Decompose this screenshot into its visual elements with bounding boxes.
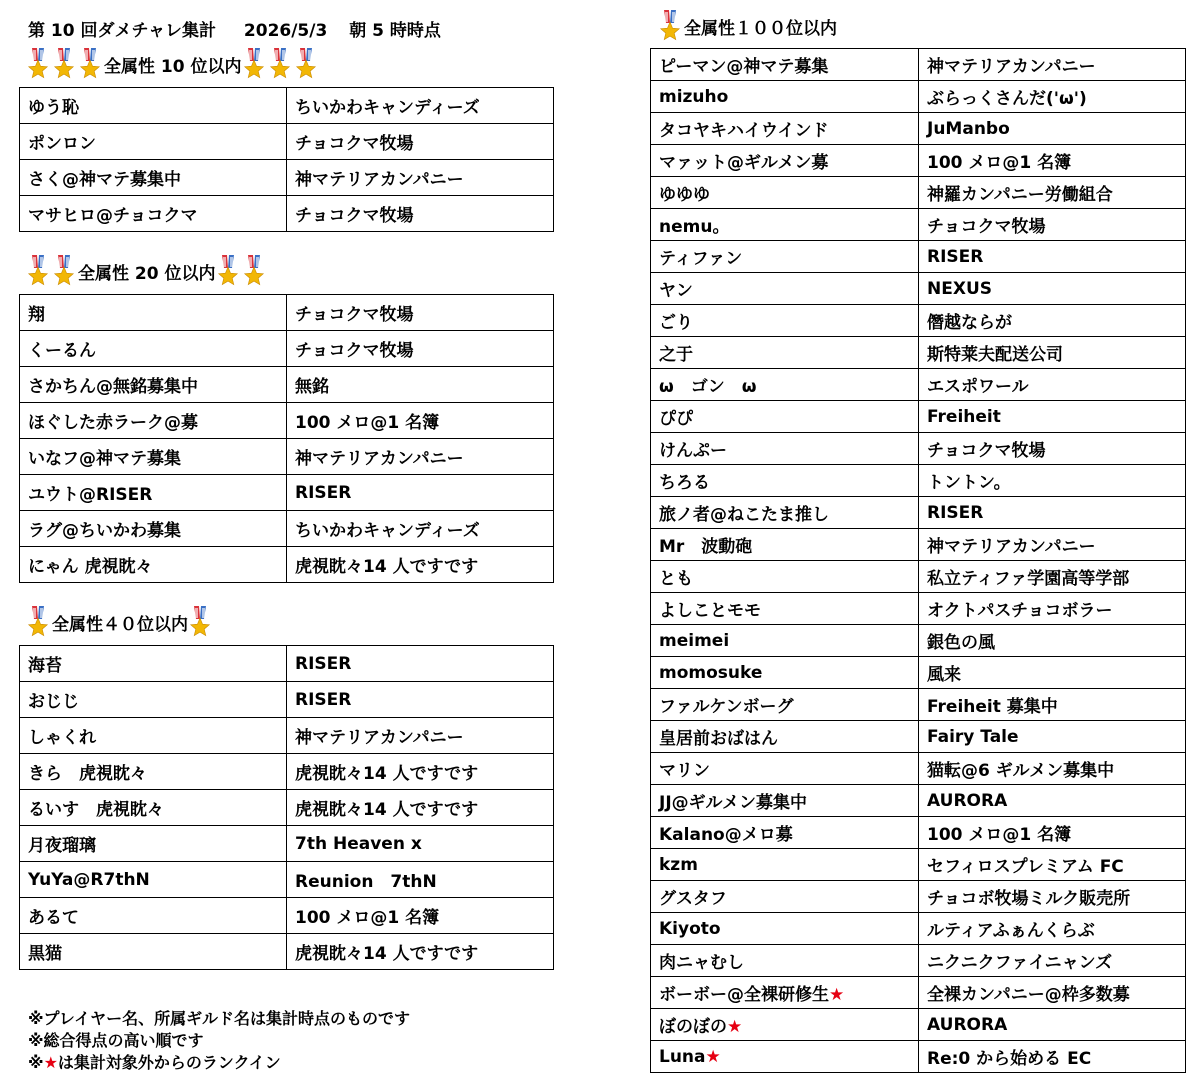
player-name-cell (651, 49, 919, 81)
guild-name-cell: RISER (919, 241, 1186, 273)
table-row (651, 849, 1186, 881)
table-row (651, 593, 1186, 625)
footnote-3-suffix: は集計対象外からのランクイン (57, 1053, 281, 1072)
footnotes (28, 1008, 410, 1074)
ranking-table-top100 (650, 48, 1186, 1073)
footnote-3 (28, 1052, 410, 1074)
table-row (20, 646, 554, 682)
player-name-cell (651, 337, 919, 369)
player-name: けんぷー (659, 441, 727, 461)
table-row (20, 511, 554, 547)
player-name: Kiyoto (659, 918, 721, 939)
star-icon: ★ (727, 1017, 743, 1037)
table-row (651, 657, 1186, 689)
player-name-cell: にゃん 虎視眈々 (20, 547, 287, 583)
player-name: 之于 (659, 345, 693, 365)
player-name-cell: しゃくれ (20, 718, 287, 754)
guild-name-cell: トントン。 (919, 465, 1186, 497)
title-time: 朝 5 時時点 (349, 21, 441, 41)
player-name: ゆゆゆ (659, 185, 710, 205)
player-name-cell (651, 561, 919, 593)
player-name: ヤン (659, 281, 693, 301)
section-header-top40 (26, 606, 214, 638)
guild-name-cell: オクトパスチョコボラー (919, 593, 1186, 625)
player-name: マリン (659, 761, 710, 781)
player-name-cell: さく@神マテ募集中 (20, 160, 287, 196)
medal-icon (26, 255, 50, 287)
player-name-cell: あるて (20, 898, 287, 934)
medal-icon (78, 48, 102, 80)
player-name: ティファン (659, 249, 743, 269)
table-row (20, 124, 554, 160)
guild-name-cell: 風来 (919, 657, 1186, 689)
table-row (651, 913, 1186, 945)
table-row (20, 475, 554, 511)
guild-name-cell: ニクニクファイニャンズ (919, 945, 1186, 977)
title-date: 2026/5/3 (243, 21, 328, 41)
guild-name-cell: 銀色の風 (919, 625, 1186, 657)
table-row (651, 209, 1186, 241)
section-title-top100: 全属性１００位以内 (684, 18, 837, 39)
player-name-cell (651, 785, 919, 817)
guild-name-cell: 100 メロ@1 名簿 (919, 145, 1186, 177)
table-row (651, 497, 1186, 529)
player-name-cell (651, 145, 919, 177)
footnote-3-prefix: ※ (28, 1053, 44, 1072)
player-name-cell: ラグ@ちいかわ募集 (20, 511, 287, 547)
medal-icon (216, 255, 240, 287)
medal-icon (26, 606, 50, 638)
table-row (20, 754, 554, 790)
section-header-top20 (26, 255, 268, 287)
table-row (20, 196, 554, 232)
player-name-cell: YuYa@R7thN (20, 862, 287, 898)
player-name: kzm (659, 854, 698, 875)
table-row (651, 945, 1186, 977)
player-name: Luna (659, 1046, 706, 1067)
player-name: 皇居前おばはん (659, 729, 778, 749)
player-name-cell (651, 433, 919, 465)
guild-name-cell: エスポワール (919, 369, 1186, 401)
guild-name-cell: AURORA (919, 1009, 1186, 1041)
guild-name-cell: Reunion 7thN (287, 862, 554, 898)
table-row (651, 433, 1186, 465)
footnote-1: ※プレイヤー名、所属ギルド名は集計時点のものです (28, 1009, 410, 1028)
guild-name-cell: 神マテリアカンパニー (287, 439, 554, 475)
guild-name-cell: 神マテリアカンパニー (287, 160, 554, 196)
player-name-cell (651, 977, 919, 1009)
player-name: マァット@ギルメン募 (659, 153, 829, 173)
medal-icon (188, 606, 212, 638)
medal-icon (52, 48, 76, 80)
section-title-top40: 全属性４０位以内 (52, 614, 188, 635)
player-name: ボーボー@全裸研修生 (659, 985, 829, 1005)
table-row (20, 367, 554, 403)
footnote-2: ※総合得点の高い順です (28, 1031, 204, 1050)
guild-name-cell: 神羅カンパニー労働組合 (919, 177, 1186, 209)
guild-name-cell: 神マテリアカンパニー (287, 718, 554, 754)
guild-name-cell: 私立ティファ学園高等学部 (919, 561, 1186, 593)
table-row (651, 113, 1186, 145)
medal-icon (26, 48, 50, 80)
guild-name-cell: 無銘 (287, 367, 554, 403)
guild-name-cell: Freiheit 募集中 (919, 689, 1186, 721)
table-row (20, 403, 554, 439)
medal-icon (294, 48, 318, 80)
player-name-cell (651, 273, 919, 305)
guild-name-cell: 虎視眈々14 人ですです (287, 547, 554, 583)
player-name: ω ゴン ω (659, 377, 757, 397)
medal-icon (658, 10, 682, 42)
guild-name-cell: ちいかわキャンディーズ (287, 88, 554, 124)
table-row (20, 439, 554, 475)
player-name: ファルケンボーグ (659, 697, 794, 717)
player-name-cell: さかちん@無銘募集中 (20, 367, 287, 403)
table-row (20, 718, 554, 754)
guild-name-cell: 100 メロ@1 名簿 (287, 403, 554, 439)
guild-name-cell: Fairy Tale (919, 721, 1186, 753)
guild-name-cell: 全裸カンパニー@枠多数募 (919, 977, 1186, 1009)
star-icon: ★ (829, 985, 845, 1005)
table-row (651, 1009, 1186, 1041)
table-row (651, 49, 1186, 81)
guild-name-cell: 虎視眈々14 人ですです (287, 754, 554, 790)
table-row (651, 465, 1186, 497)
table-row (651, 81, 1186, 113)
player-name-cell (651, 849, 919, 881)
guild-name-cell: RISER (919, 497, 1186, 529)
player-name-cell (651, 721, 919, 753)
player-name: JJ@ギルメン募集中 (659, 793, 807, 813)
table-row (651, 369, 1186, 401)
section-header-top100 (658, 10, 837, 42)
medal-icon (242, 255, 266, 287)
table-row (651, 177, 1186, 209)
medal-icon (52, 255, 76, 287)
player-name-cell (651, 593, 919, 625)
table-row (20, 898, 554, 934)
player-name: ぴぴ (659, 409, 693, 429)
section-header-top10 (26, 48, 320, 80)
guild-name-cell: 虎視眈々14 人ですです (287, 790, 554, 826)
player-name: グスタフ (659, 889, 727, 909)
table-row (20, 547, 554, 583)
table-row (651, 305, 1186, 337)
table-row (20, 160, 554, 196)
player-name-cell: 黒猫 (20, 934, 287, 970)
player-name-cell: きら 虎視眈々 (20, 754, 287, 790)
player-name-cell (651, 913, 919, 945)
player-name-cell (651, 305, 919, 337)
player-name-cell (651, 1041, 919, 1073)
guild-name-cell: JuManbo (919, 113, 1186, 145)
table-row (651, 273, 1186, 305)
player-name-cell: 海苔 (20, 646, 287, 682)
player-name-cell: いなフ@神マテ募集 (20, 439, 287, 475)
player-name-cell (651, 401, 919, 433)
table-row (651, 977, 1186, 1009)
player-name-cell (651, 689, 919, 721)
table-row (651, 721, 1186, 753)
player-name-cell (651, 945, 919, 977)
player-name-cell: くーるん (20, 331, 287, 367)
player-name-cell: ゆう恥 (20, 88, 287, 124)
player-name-cell (651, 817, 919, 849)
guild-name-cell: Re:0 から始める EC (919, 1041, 1186, 1073)
player-name-cell (651, 497, 919, 529)
table-row (651, 145, 1186, 177)
ranking-table-top10 (19, 87, 554, 232)
guild-name-cell: NEXUS (919, 273, 1186, 305)
player-name-cell (651, 465, 919, 497)
player-name-cell: 翔 (20, 295, 287, 331)
medal-icon (268, 48, 292, 80)
ranking-table-top40 (19, 645, 554, 970)
player-name: ごり (659, 313, 693, 333)
player-name-cell (651, 529, 919, 561)
table-row (20, 295, 554, 331)
player-name-cell: るいす 虎視眈々 (20, 790, 287, 826)
player-name: Mr 波動砲 (659, 537, 753, 557)
player-name: ぼのぼの (659, 1017, 727, 1037)
player-name: とも (659, 569, 693, 589)
table-row (651, 689, 1186, 721)
ranking-table-top20 (19, 294, 554, 583)
guild-name-cell: RISER (287, 646, 554, 682)
table-row (651, 337, 1186, 369)
guild-name-cell: チョコクマ牧場 (919, 209, 1186, 241)
table-row (651, 753, 1186, 785)
guild-name-cell: ちいかわキャンディーズ (287, 511, 554, 547)
table-row (20, 88, 554, 124)
player-name-cell (651, 241, 919, 273)
table-row (651, 881, 1186, 913)
guild-name-cell: ぶらっくさんだ('ω') (919, 81, 1186, 113)
guild-name-cell: チョコクマ牧場 (287, 196, 554, 232)
guild-name-cell: 僭越ならが (919, 305, 1186, 337)
player-name-cell: ほぐした赤ラーク@募 (20, 403, 287, 439)
guild-name-cell: チョコクマ牧場 (287, 295, 554, 331)
guild-name-cell: 100 メロ@1 名簿 (919, 817, 1186, 849)
player-name: momosuke (659, 662, 763, 683)
player-name: ピーマン@神マテ募集 (659, 57, 829, 77)
star-icon: ★ (43, 1053, 58, 1072)
guild-name-cell: Freiheit (919, 401, 1186, 433)
player-name-cell (651, 369, 919, 401)
player-name-cell: ユウト@RISER (20, 475, 287, 511)
section-title-top20: 全属性 20 位以内 (78, 263, 216, 284)
table-row (20, 862, 554, 898)
player-name-cell (651, 625, 919, 657)
player-name: Kalano@メロ募 (659, 825, 793, 845)
guild-name-cell: チョコクマ牧場 (287, 331, 554, 367)
table-row (651, 241, 1186, 273)
player-name: 肉ニャむし (659, 953, 744, 973)
guild-name-cell: RISER (287, 475, 554, 511)
player-name: タコヤキハイウインド (659, 121, 829, 141)
table-row (651, 561, 1186, 593)
player-name-cell (651, 81, 919, 113)
player-name-cell (651, 1009, 919, 1041)
guild-name-cell: 猫転@6 ギルメン募集中 (919, 753, 1186, 785)
title-text: 第 10 回ダメチャレ集計 (28, 21, 216, 41)
table-row (651, 817, 1186, 849)
player-name: ちろる (659, 473, 710, 493)
table-row (20, 826, 554, 862)
section-title-top10: 全属性 10 位以内 (104, 56, 242, 77)
guild-name-cell: 7th Heaven x (287, 826, 554, 862)
guild-name-cell: 斯特莱夫配送公司 (919, 337, 1186, 369)
table-row (20, 682, 554, 718)
player-name: 旅ノ者@ねこたま推し (659, 505, 829, 525)
player-name-cell (651, 209, 919, 241)
player-name-cell: マサヒロ@チョコクマ (20, 196, 287, 232)
guild-name-cell: チョコクマ牧場 (287, 124, 554, 160)
guild-name-cell: RISER (287, 682, 554, 718)
guild-name-cell: 100 メロ@1 名簿 (287, 898, 554, 934)
medal-icon (242, 48, 266, 80)
guild-name-cell: ルティアふぁんくらぶ (919, 913, 1186, 945)
table-row (20, 331, 554, 367)
player-name-cell (651, 657, 919, 689)
table-row (651, 785, 1186, 817)
guild-name-cell: AURORA (919, 785, 1186, 817)
guild-name-cell: 神マテリアカンパニー (919, 49, 1186, 81)
table-row (20, 790, 554, 826)
player-name-cell (651, 177, 919, 209)
star-icon: ★ (705, 1046, 721, 1067)
guild-name-cell: 虎視眈々14 人ですです (287, 934, 554, 970)
guild-name-cell: チョコクマ牧場 (919, 433, 1186, 465)
guild-name-cell: セフィロスプレミアム FC (919, 849, 1186, 881)
table-row (651, 625, 1186, 657)
player-name: nemu。 (659, 217, 730, 237)
guild-name-cell: チョコボ牧場ミルク販売所 (919, 881, 1186, 913)
table-row (651, 529, 1186, 561)
player-name-cell: おじじ (20, 682, 287, 718)
player-name-cell (651, 113, 919, 145)
table-row (651, 401, 1186, 433)
player-name-cell (651, 881, 919, 913)
player-name-cell: 月夜瑠璃 (20, 826, 287, 862)
player-name-cell (651, 753, 919, 785)
player-name: meimei (659, 630, 730, 651)
player-name: mizuho (659, 86, 729, 107)
player-name-cell: ポンロン (20, 124, 287, 160)
table-row (20, 934, 554, 970)
guild-name-cell: 神マテリアカンパニー (919, 529, 1186, 561)
player-name: よしことモモ (659, 601, 761, 621)
page-title (28, 16, 441, 41)
table-row (651, 1041, 1186, 1073)
